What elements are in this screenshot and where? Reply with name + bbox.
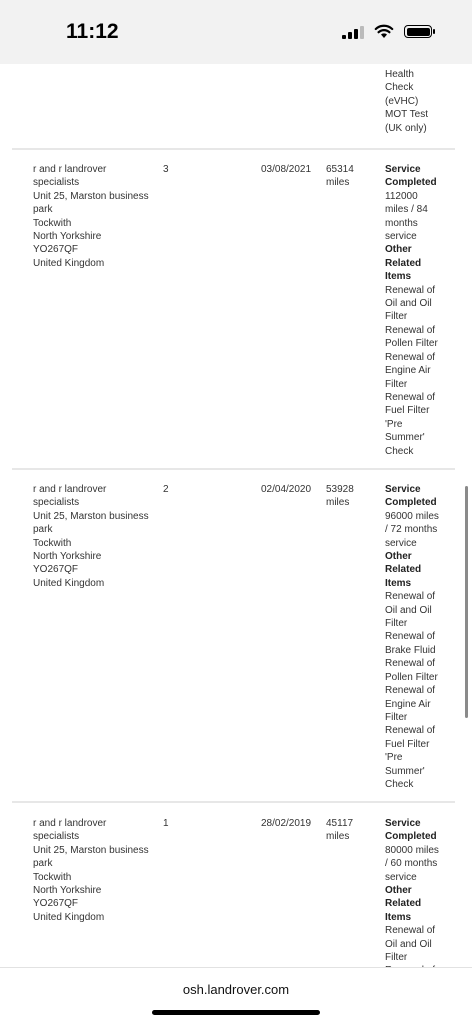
- dealer-address: [33, 483, 153, 590]
- description-line: service: [385, 537, 417, 549]
- description-line: (UK only): [385, 122, 427, 134]
- cell-line: 45117: [326, 818, 354, 829]
- description-line: 'Pre: [385, 418, 403, 430]
- cell-line: United Kingdom: [33, 577, 105, 589]
- description-line: Summer': [385, 432, 425, 444]
- description-heading: Related: [385, 898, 422, 910]
- description-line: Pollen Filter: [385, 338, 438, 350]
- status-bar: [0, 0, 472, 64]
- description-line: 'Pre: [385, 752, 403, 764]
- service-description: [385, 68, 440, 135]
- home-indicator[interactable]: [152, 1010, 320, 1015]
- service-date: 03/08/2021: [261, 164, 312, 175]
- cell-line: 53928: [326, 484, 354, 495]
- cell-line: park: [33, 524, 53, 536]
- description-line: Renewal of: [385, 284, 436, 296]
- url-text[interactable]: osh.landrover.com: [182, 982, 290, 997]
- description-line: Filter: [385, 378, 408, 390]
- description-heading: Related: [385, 564, 422, 576]
- description-line: Engine Air: [385, 698, 431, 710]
- description-line: Fuel Filter: [385, 405, 430, 417]
- cell-line: Unit 25, Marston business: [33, 844, 149, 856]
- cell-line: Unit 25, Marston business: [33, 190, 149, 202]
- cell-line: specialists: [33, 497, 80, 509]
- row-divider: [12, 148, 455, 150]
- description-line: Fuel Filter: [385, 738, 430, 750]
- description-line: Filter: [385, 952, 408, 964]
- description-heading: Items: [385, 271, 412, 283]
- cell-line: r and r landrover: [33, 484, 107, 495]
- description-line: Oil and Oil: [385, 298, 432, 310]
- description-heading: Completed: [385, 831, 437, 843]
- service-date: 02/04/2020: [261, 484, 312, 495]
- cellular-signal-icon: [342, 25, 364, 39]
- description-line: MOT Test: [385, 109, 428, 121]
- description-heading: Service: [385, 164, 421, 175]
- service-mileage: [326, 163, 371, 190]
- description-line: 96000 miles: [385, 510, 439, 522]
- description-line: Renewal of: [385, 324, 436, 336]
- cell-line: YO267QF: [33, 244, 79, 256]
- service-date: 28/02/2019: [261, 818, 312, 829]
- cell-line: Tockwith: [33, 217, 72, 229]
- description-line: Engine Air: [385, 365, 431, 377]
- cell-line: Tockwith: [33, 537, 72, 549]
- description-heading: Other: [385, 885, 412, 897]
- description-line: Renewal of: [385, 391, 436, 403]
- description-line: Renewal of: [385, 658, 436, 670]
- description-line: Filter: [385, 711, 408, 723]
- cell-line: YO267QF: [33, 564, 79, 576]
- description-line: Brake Fluid: [385, 644, 436, 656]
- description-line: Check: [385, 82, 414, 94]
- battery-icon: [404, 25, 432, 38]
- cell-line: United Kingdom: [33, 257, 105, 269]
- wifi-icon: [374, 24, 394, 39]
- description-line: / 72 months: [385, 524, 438, 536]
- record-number: 1: [163, 818, 169, 829]
- service-description: [385, 817, 440, 978]
- description-line: service: [385, 871, 417, 883]
- service-mileage: [326, 817, 371, 844]
- description-heading: Related: [385, 257, 422, 269]
- cell-line: Tockwith: [33, 871, 72, 883]
- service-description: [385, 483, 440, 791]
- dealer-address: [33, 817, 153, 924]
- description-line: miles / 84: [385, 204, 428, 216]
- description-line: Filter: [385, 618, 408, 630]
- description-heading: Service: [385, 484, 421, 495]
- cell-line: Unit 25, Marston business: [33, 510, 149, 522]
- cell-line: specialists: [33, 177, 80, 189]
- row-divider: [12, 468, 455, 470]
- cell-line: miles: [326, 177, 350, 189]
- cell-line: North Yorkshire: [33, 231, 102, 243]
- cell-line: park: [33, 858, 53, 870]
- cell-line: r and r landrover: [33, 818, 107, 829]
- service-mileage: [326, 483, 371, 510]
- description-line: Renewal of: [385, 351, 436, 363]
- description-heading: Items: [385, 911, 412, 923]
- cell-line: specialists: [33, 831, 80, 843]
- description-line: Renewal of: [385, 925, 436, 937]
- scrollbar-thumb[interactable]: [465, 486, 468, 718]
- description-line: Health: [385, 69, 414, 80]
- service-history-table[interactable]: [12, 64, 455, 967]
- cell-line: North Yorkshire: [33, 885, 102, 897]
- description-heading: Service: [385, 818, 421, 829]
- description-heading: Other: [385, 551, 412, 563]
- description-line: (eVHC): [385, 95, 419, 107]
- cell-line: 65314: [326, 164, 354, 175]
- service-description: [385, 163, 440, 458]
- dealer-address: [33, 163, 153, 270]
- description-heading: Items: [385, 577, 412, 589]
- description-line: Pollen Filter: [385, 671, 438, 683]
- cell-line: miles: [326, 831, 350, 843]
- description-heading: Completed: [385, 177, 437, 189]
- description-line: months: [385, 217, 418, 229]
- description-heading: Other: [385, 244, 412, 256]
- description-line: Renewal of: [385, 685, 436, 697]
- cell-line: park: [33, 204, 53, 216]
- status-time: 11:12: [66, 20, 119, 43]
- record-number: 3: [163, 164, 169, 175]
- description-line: Check: [385, 778, 414, 790]
- description-line: Renewal of: [385, 725, 436, 737]
- description-line: / 60 months: [385, 858, 438, 870]
- description-line: Renewal of: [385, 631, 436, 643]
- description-heading: Completed: [385, 497, 437, 509]
- cell-line: North Yorkshire: [33, 551, 102, 563]
- description-line: Oil and Oil: [385, 604, 432, 616]
- description-line: Check: [385, 445, 414, 457]
- description-line: service: [385, 231, 417, 243]
- browser-address-bar[interactable]: [0, 967, 472, 1025]
- record-number: 2: [163, 484, 169, 495]
- cell-line: miles: [326, 497, 350, 509]
- cell-line: United Kingdom: [33, 911, 105, 923]
- description-line: 112000: [385, 190, 418, 202]
- status-icons: [342, 24, 432, 39]
- row-divider: [12, 801, 455, 803]
- description-line: Oil and Oil: [385, 938, 432, 950]
- cell-line: r and r landrover: [33, 164, 107, 175]
- description-line: Summer': [385, 765, 425, 777]
- description-line: 80000 miles: [385, 844, 439, 856]
- description-line: Filter: [385, 311, 408, 323]
- description-line: Renewal of: [385, 591, 436, 603]
- cell-line: YO267QF: [33, 898, 79, 910]
